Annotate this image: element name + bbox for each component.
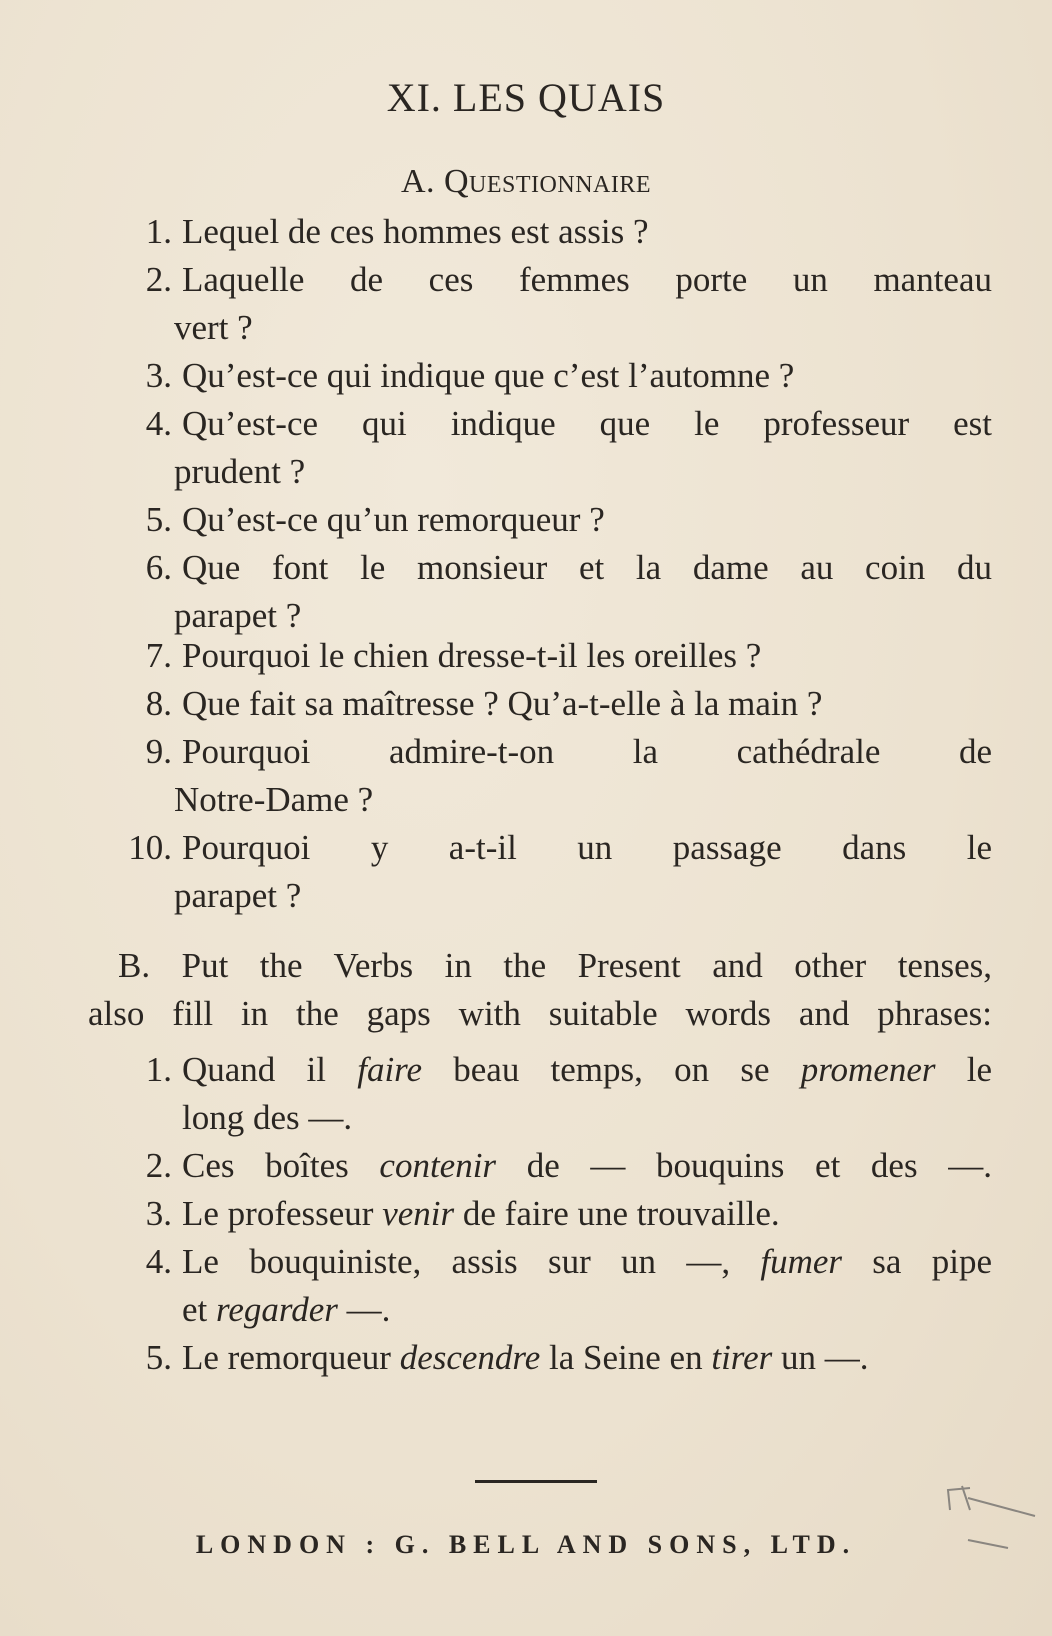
verb-to-conjugate: contenir xyxy=(379,1146,497,1185)
sentence-fragment: Le remorqueur xyxy=(182,1338,400,1377)
exercise-text xyxy=(182,1286,992,1334)
verb-to-conjugate: fumer xyxy=(760,1242,843,1281)
exercise-number: 3. xyxy=(145,1194,172,1233)
section-b-intro-line1: B. Put the Verbs in the Present and other tenses, xyxy=(118,946,992,985)
exercise-number: 4. xyxy=(145,1242,172,1281)
exercise-text xyxy=(182,1238,992,1286)
sentence-fragment: et xyxy=(182,1290,217,1329)
verb-to-conjugate: tirer xyxy=(711,1338,773,1377)
exercise-text xyxy=(182,1334,992,1382)
question-text: parapet ? xyxy=(174,876,302,915)
verb-to-conjugate: promener xyxy=(800,1050,936,1089)
question-text: Qu’est-ce qui indique que le professeur est xyxy=(182,404,992,443)
question-number: 3. xyxy=(145,356,172,395)
exercise-text xyxy=(182,1046,992,1094)
exercise-number: 5. xyxy=(145,1338,172,1377)
exercise-number: 1. xyxy=(145,1050,172,1089)
question-text: Pourquoi y a-t-il un passage dans le xyxy=(182,828,992,867)
question-text: parapet ? xyxy=(174,596,302,635)
sentence-fragment: le xyxy=(935,1050,993,1089)
exercise-text xyxy=(182,1142,992,1190)
exercise-number: 2. xyxy=(145,1146,172,1185)
question-text: Notre-Dame ? xyxy=(174,780,374,819)
sentence-fragment: beau temps, on se xyxy=(422,1050,801,1089)
question-number: 9. xyxy=(145,732,172,771)
divider-rule xyxy=(475,1480,597,1483)
sentence-fragment: Le professeur xyxy=(182,1194,383,1233)
question-number: 5. xyxy=(145,500,172,539)
question-text: Laquelle de ces femmes porte un manteau xyxy=(182,260,992,299)
question-text: prudent ? xyxy=(174,452,306,491)
question-text: Que fait sa maîtresse ? Qu’a-t-elle à la main ? xyxy=(182,684,823,723)
exercise-text xyxy=(182,1094,992,1142)
question-number: 1. xyxy=(145,212,172,251)
question-text: vert ? xyxy=(174,308,253,347)
question-text: Pourquoi le chien dresse-t-il les oreilles ? xyxy=(182,636,762,675)
verb-to-conjugate: descendre xyxy=(399,1338,541,1377)
question-number: 8. xyxy=(145,684,172,723)
sentence-fragment: de faire une trouvaille. xyxy=(454,1194,780,1233)
question-number: 7. xyxy=(145,636,172,675)
sentence-fragment: Ces boîtes xyxy=(182,1146,380,1185)
question-number: 10. xyxy=(128,828,172,867)
question-text: Que font le monsieur et la dame au coin du xyxy=(182,548,992,587)
exercise-text xyxy=(182,1190,992,1238)
page-title: XI. LES QUAIS xyxy=(386,75,666,120)
sentence-fragment: un —. xyxy=(772,1338,869,1377)
question-text: Lequel de ces hommes est assis ? xyxy=(182,212,649,251)
sentence-fragment: Quand il xyxy=(182,1050,358,1089)
question-number: 4. xyxy=(145,404,172,443)
sentence-fragment: de — bouquins et des —. xyxy=(496,1146,992,1185)
sentence-fragment: Le bouquiniste, assis sur un —, xyxy=(182,1242,761,1281)
sentence-fragment: long des —. xyxy=(182,1098,353,1137)
question-number: 6. xyxy=(145,548,172,587)
question-text: Pourquoi admire-t-on la cathédrale de xyxy=(182,732,992,771)
question-text: Qu’est-ce qu’un remorqueur ? xyxy=(182,500,605,539)
sentence-fragment: —. xyxy=(337,1290,391,1329)
sentence-fragment: sa pipe xyxy=(842,1242,992,1281)
verb-to-conjugate: regarder xyxy=(216,1290,338,1329)
verb-to-conjugate: faire xyxy=(357,1050,423,1089)
section-b-intro-line2: also fill in the gaps with suitable words and phrases: xyxy=(88,994,992,1033)
verb-to-conjugate: venir xyxy=(382,1194,455,1233)
publisher-imprint: LONDON : G. BELL AND SONS, LTD. xyxy=(195,1530,857,1559)
pencil-mark-icon xyxy=(940,1480,1040,1560)
question-number: 2. xyxy=(145,260,172,299)
sentence-fragment: la Seine en xyxy=(540,1338,712,1377)
section-a-heading: A. Questionnaire xyxy=(400,163,652,200)
question-text: Qu’est-ce qui indique que c’est l’automne ? xyxy=(182,356,795,395)
